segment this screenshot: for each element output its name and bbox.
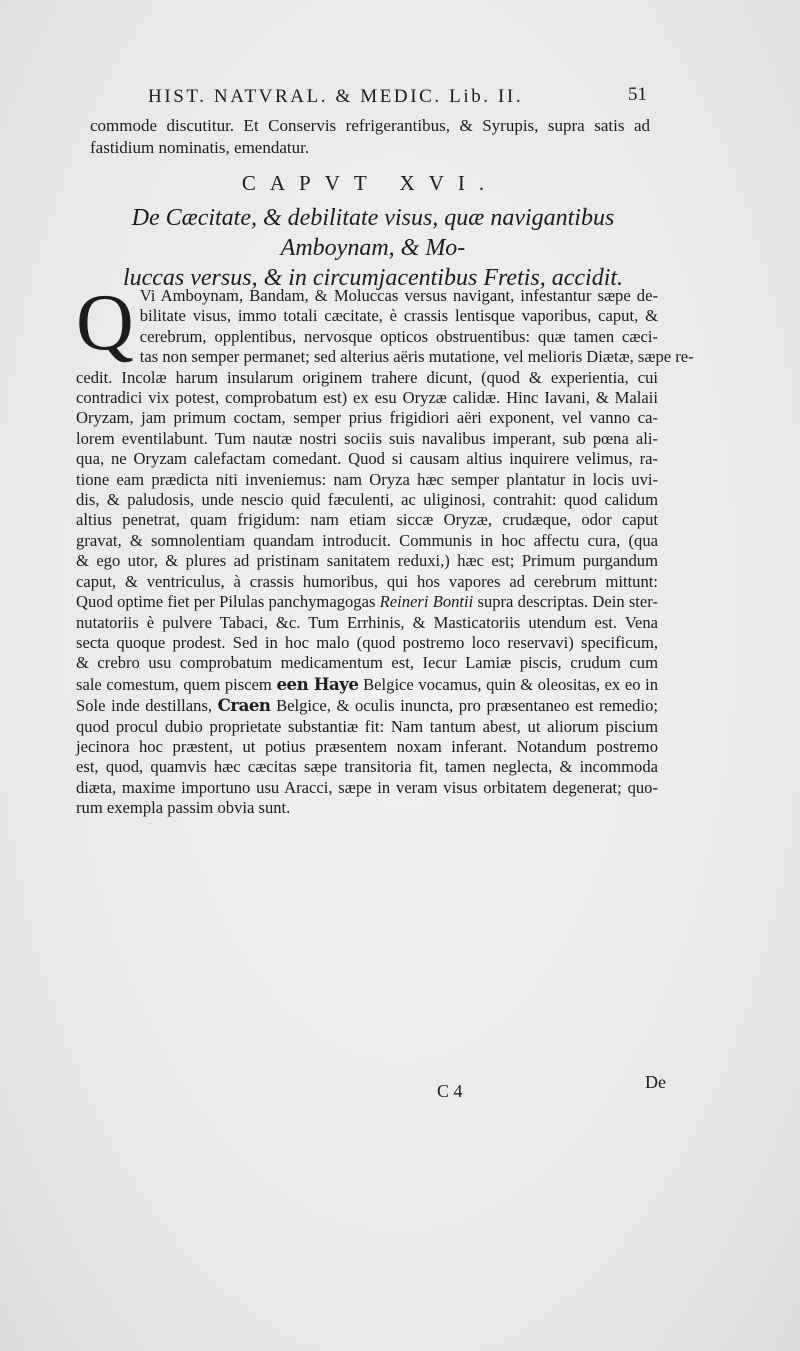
body-line: gravat, & somnolentiam quandam introducit. Communis in hoc affectu cura, (qua [76,530,658,550]
body-line: jecinora hoc præstent, ut potius præsentem noxam inferant. Notandum postremo [76,736,658,756]
chapter-title-line-1: De Cæcitate, & debilitate visus, quæ navigantibus Amboynam, & Mo- [131,205,615,261]
body-line-with-author [76,592,658,612]
body-line: Oryzam, jam primum coctam, semper prius frigidiori aëri exponent, vel vanno ca- [76,408,658,428]
body-line: Vi Amboynam, Bandam, & Moluccas versus navigant, infestantur sæpe de- [139,286,658,305]
body-line: quod procul dubio proprietate substantiæ fit: Nam tantum abest, ut aliorum piscium [76,716,658,736]
body-line: bilitate visus, immo totali cæcitate, è crassis lentisque vaporibus, caput, & [139,306,658,326]
catchword: De [645,1072,666,1092]
body-line-tail: supra descriptas. Dein ster- [477,592,658,612]
body-line-with-gothic [76,674,658,695]
body-line-final: rum exempla passim obvia sunt. [76,798,291,818]
body-line: cedit. Incolæ harum insularum originem trahere dicunt, (quod & experientia, cui [76,367,658,387]
body-line: nutatoriis è pulvere Tabaci, &c. Tum Errhinis, & Masticatoriis utendum est. Vena [76,612,658,632]
signature-mark: C 4 [437,1081,463,1101]
body-line-head: Sole inde destillans, [76,696,213,716]
body-line: secta quoque prodest. Sed in hoc malo (quod postremo loco reservavi) specificum, [76,632,658,652]
body-line: tione eam prædicta niti inveniemus: nam Oryza hæc semper plantatur in locis uvi- [76,469,658,489]
chapter-title-line-2: luccas versus, & in circumjacentibus Fretis, accidit. [122,265,624,291]
gothic-phrase: Craen [217,695,271,716]
body-line: dis, & paludosis, unde nescio quid fæculenti, ac uliginosi, contrahit: quod calidum [76,490,658,510]
body-line: lorem eventilabunt. Tum nautæ nostri sociis suis navalibus imperant, sub pœna ali- [76,428,658,448]
body-line-tail: Belgice vocamus, quin & oleositas, ex eo in [363,674,659,694]
body-line: tas non semper permanet; sed alterius aëris mutatione, vel melioris Diætæ, sæpe re- [139,347,694,367]
chapter-heading: CAPVT XVI. [241,171,499,195]
body-line: & ego utor, & plures ad pristinam sanitatem reduxi,) hæc est; Primum purgandum [76,551,658,571]
body-line-head: sale comestum, quem piscem [76,674,272,694]
continuation-paragraph: commode discutitur. Et Conservis refrigerantibus, & Syrupis, supra satis ad fastidium nominatis, emendatur. [90,116,650,157]
drop-cap: Q [76,279,134,367]
body-line-with-gothic [76,695,658,716]
chapter-body [76,279,694,819]
body-line: qua, ne Oryzam calefactam comedant. Quod si causam altius inquirere velimus, ra- [76,449,658,469]
body-line: & crebro usu comprobatum medicamentum est, Iecur Lamiæ piscis, crudum cum [76,653,658,673]
body-line: caput, & ventriculus, à crassis humoribus, qui hos vapores ad cerebrum mittunt: [76,571,658,591]
body-line: diæta, maxime importuno usu Aracci, sæpe in veram visus orbitatem degenerat; quo- [76,777,658,797]
body-line-tail: Belgice, & oculis inuncta, pro præsentaneo est remedio; [276,696,658,716]
body-line: contradici vix potest, comprobatum est) ex esu Oryzæ calidæ. Hinc Iavani, & Malaii [76,388,658,408]
body-line: est, quod, quamvis hæc cæcitas sæpe transitoria fit, tamen neglecta, & incommoda [76,757,658,777]
gothic-phrase: een Haye [276,673,359,694]
body-line: altius penetrat, quam frigidum: nam etiam siccæ Oryzæ, crudæque, odor caput [76,510,658,530]
page-number: 51 [628,84,647,105]
body-line: cerebrum, opplentibus, nervosque opticos obstruentibus: quæ tamen cæci- [139,326,658,346]
body-line-head: Quod optime fiet per Pilulas panchymagogas [76,592,376,612]
chapter-title [88,203,658,293]
running-head: HIST. NATVRAL. & MEDIC. Lib. II. [148,86,524,107]
author-name: Reineri Bontii [379,592,474,612]
